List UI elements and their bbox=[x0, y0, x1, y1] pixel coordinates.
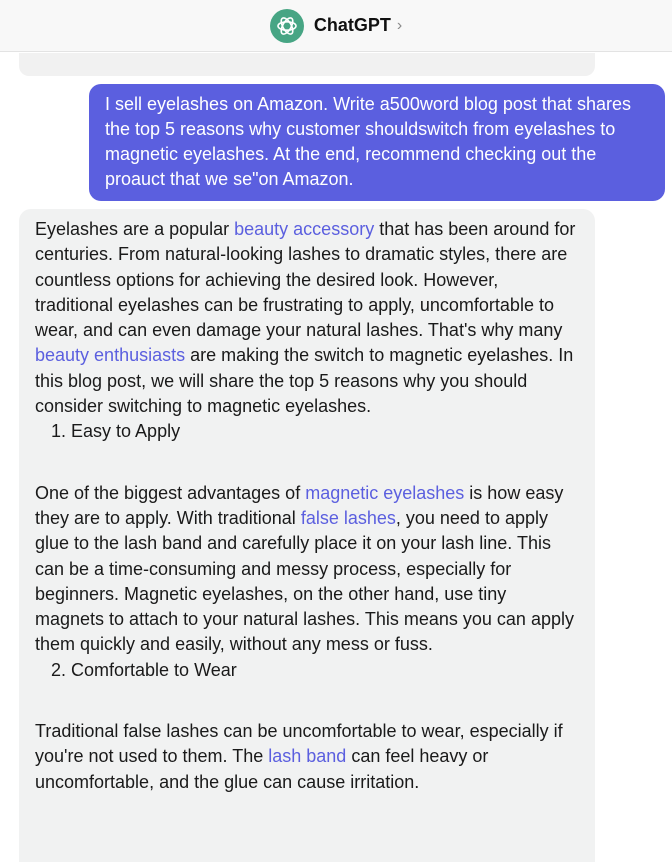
para3-text-2: can feel heavy or uncomfortable, and the glue can cause irritation. bbox=[35, 746, 489, 792]
intro-text-3: are making the switch to magnetic eyelashes. In this blog post, we will share the top 5 reasons why you should consider switching to magnetic eyelashes. bbox=[35, 345, 574, 417]
link-magnetic-eyelashes[interactable]: magnetic eyelashes bbox=[305, 482, 465, 503]
openai-logo-icon bbox=[270, 9, 304, 43]
list-item-easy-to-apply: 1. Easy to Apply bbox=[51, 421, 181, 442]
link-beauty-enthusiasts[interactable]: beauty enthusiasts bbox=[35, 345, 186, 366]
para2-text-3: , you need to apply glue to the lash band and carefully place it on your lash line. This can be a time-consuming and messy process, especially for beginners. Magnetic eyelashes, on the other hand, use tiny magnets to attach to your natural lashes. This means you can apply them quickly and easily, without any mess or fuss. bbox=[35, 507, 574, 655]
chevron-right-icon[interactable]: › bbox=[396, 16, 403, 34]
assistant-message-bubble bbox=[19, 209, 595, 862]
intro-text-2: that has been around for centuries. From natural-looking lashes to dramatic styles, there are countless options for achieving the desired look. However, traditional eyelashes can be frustrating to apply, uncomfortable to wear, and can even damage your natural lashes. That's why many bbox=[35, 219, 576, 341]
intro-paragraph bbox=[35, 217, 579, 419]
list-item-comfortable-to-wear: 2. Comfortable to Wear bbox=[51, 659, 237, 680]
chat-header bbox=[0, 0, 672, 52]
app-title[interactable]: ChatGPT bbox=[313, 15, 391, 35]
intro-text-1: Eyelashes are a popular bbox=[35, 219, 235, 239]
link-false-lashes[interactable]: false lashes bbox=[300, 507, 396, 528]
paragraph-easy-to-apply bbox=[35, 481, 579, 658]
user-message-bubble bbox=[89, 84, 665, 201]
user-message-text: I sell eyelashes on Amazon. Write a500word blog post that shares the top 5 reasons why customer shouldswitch from eyelashes to magnetic eyelashes. At the end, recommend checking out the proauct that we se"on Amazon. bbox=[105, 94, 631, 189]
para2-text-1: One of the biggest advantages of bbox=[35, 482, 306, 503]
previous-message-bubble bbox=[19, 53, 595, 76]
paragraph-comfortable-to-wear bbox=[35, 719, 579, 795]
para2-text-2: is how easy they are to apply. With traditional bbox=[35, 482, 564, 528]
para3-text-1: Traditional false lashes can be uncomfortable to wear, especially if you're not used to them. The bbox=[35, 721, 563, 767]
link-lash-band[interactable]: lash band bbox=[268, 746, 347, 767]
link-beauty-accessory[interactable]: beauty accessory bbox=[234, 219, 375, 239]
openai-knot-icon bbox=[275, 14, 299, 38]
